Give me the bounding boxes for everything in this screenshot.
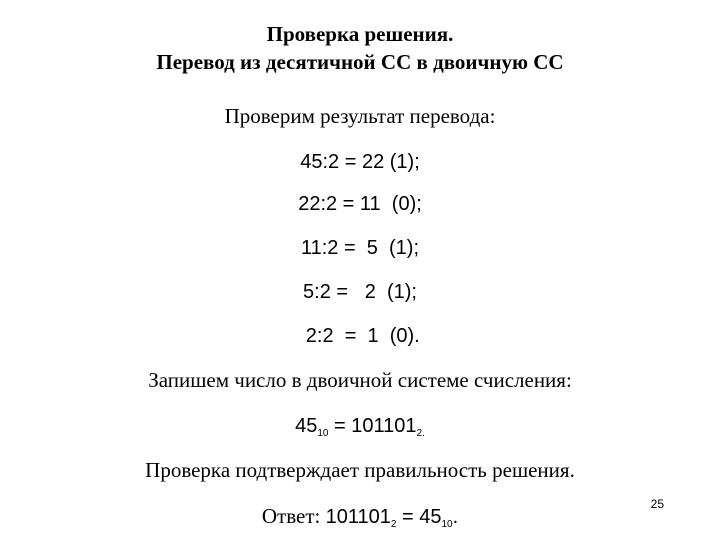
answer-equals: = (396, 506, 420, 528)
record-text: Запишем число в двоичной системе счисления: (148, 368, 572, 392)
answer-label: Ответ: (261, 504, 326, 528)
answer-binary: 101101 (325, 506, 391, 528)
answer-period: . (452, 506, 459, 528)
binary-base: 2. (416, 428, 425, 439)
binary-number: 101101 (351, 415, 417, 437)
decimal-base: 10 (317, 428, 329, 439)
equals-sign: = (328, 415, 352, 437)
slide-title: Проверка решения. (266, 22, 454, 46)
division-step: 2:2 = 1 (0). (300, 325, 420, 347)
division-step: 45:2 = 22 (1); (300, 151, 420, 173)
conclusion-text: Проверка подтверждает правильность решения. (145, 458, 575, 482)
answer-decimal-base: 10 (441, 519, 453, 530)
result-equation (0, 414, 720, 438)
slide-subtitle: Перевод из десятичной СС в двоичную СС (156, 50, 564, 74)
division-step: 5:2 = 2 (1); (303, 281, 417, 303)
division-step: 22:2 = 11 (0); (298, 193, 422, 215)
page-number: 25 (650, 497, 664, 511)
answer-decimal: 45 (419, 506, 442, 528)
answer-binary-base: 2 (390, 519, 397, 530)
answer-line (0, 504, 720, 529)
intro-text: Проверим результат перевода: (224, 104, 496, 128)
division-step: 11:2 = 5 (1); (300, 237, 420, 259)
decimal-number: 45 (295, 415, 318, 437)
